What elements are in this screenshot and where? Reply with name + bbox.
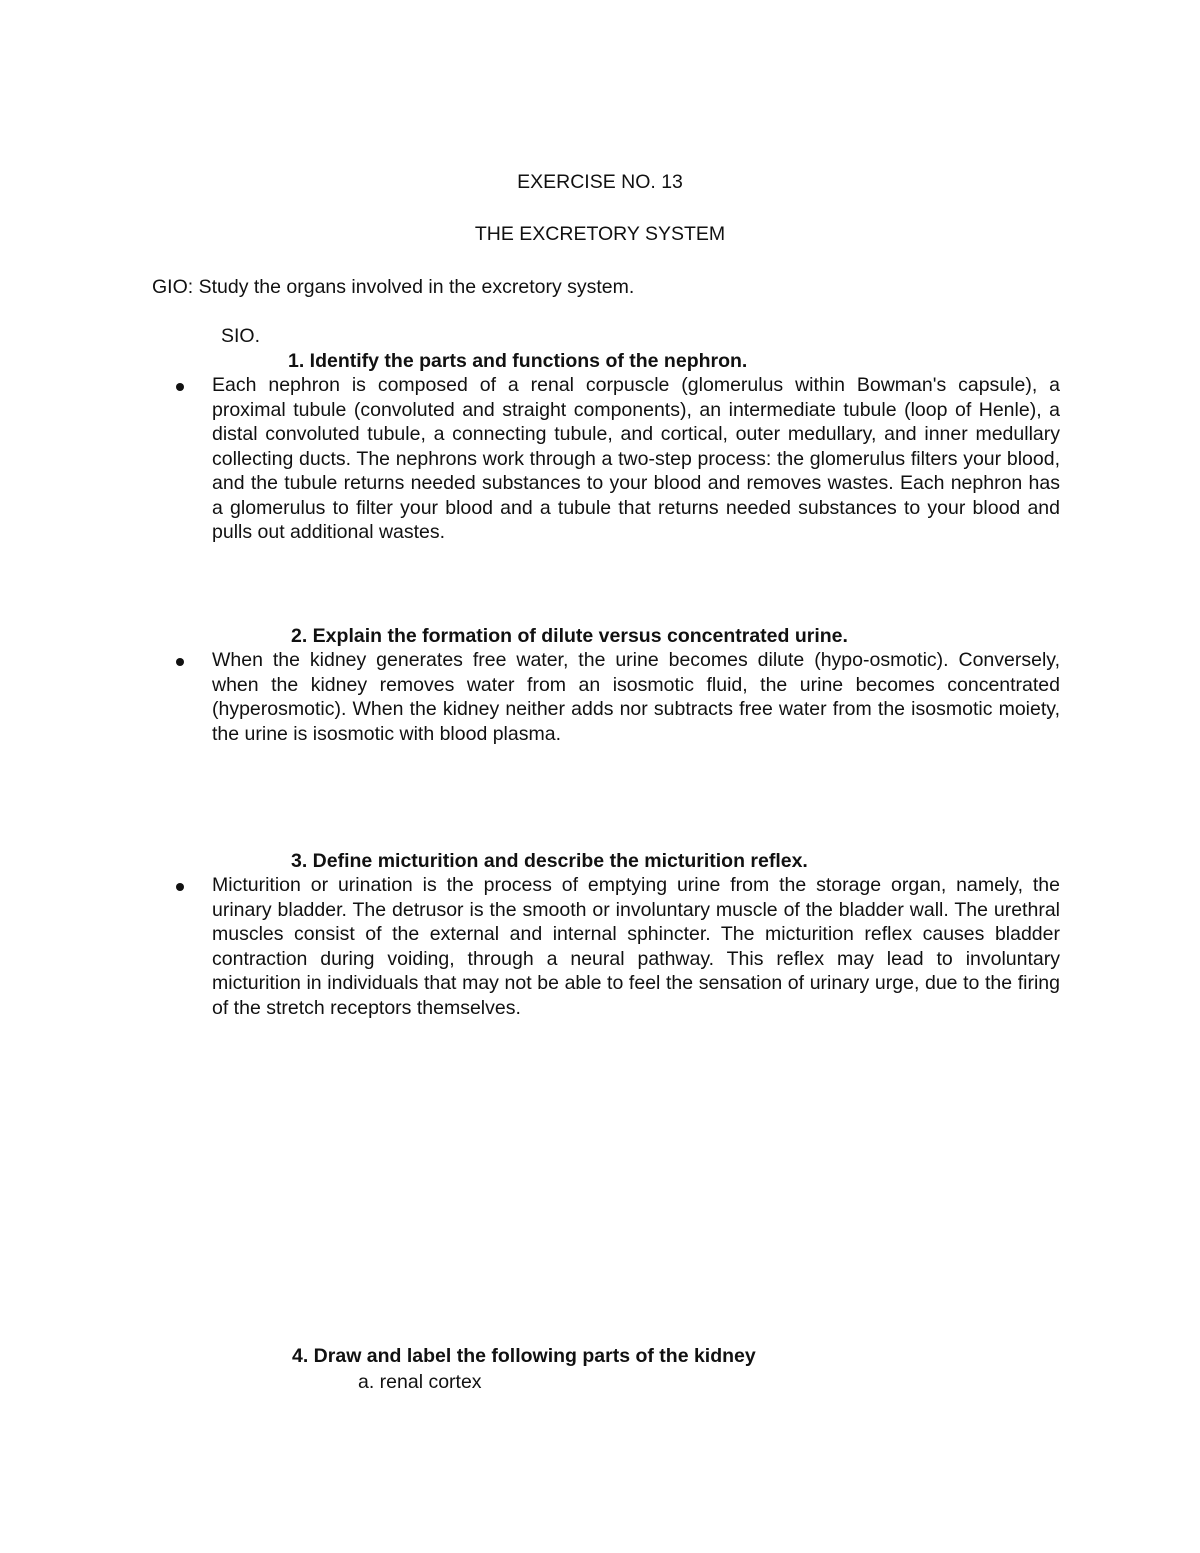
section-2-body: When the kidney generates free water, the urine becomes dilute (hypo-osmotic). Conversely, when the kidney removes water from an isosmotic fluid, the urine becomes concentrated (hyperosmotic). When the kidney neither adds nor subtracts free water from the isosmotic moiety, the urine is isosmotic with blood plasma. (212, 649, 1060, 745)
bullet-icon (176, 658, 184, 666)
bullet-icon (176, 883, 184, 891)
section-1-body: Each nephron is composed of a renal corpuscle (glomerulus within Bowman's capsule), a proximal tubule (convoluted and straight components), an intermediate tubule (loop of Henle), a distal convoluted tubule, a connecting tubule, and cortical, outer medullary, and inner medullary collecting ducts. The nephrons work through a two-step process: the glomerulus filters your blood, and the tubule returns needed substances to your blood and removes wastes. Each nephron has a glomerulus to filter your blood and a tubule that returns needed substances to your blood and pulls out additional wastes. (212, 374, 1060, 543)
page-title: THE EXCRETORY SYSTEM (474, 223, 726, 245)
exercise-number: EXERCISE NO. 13 (517, 171, 683, 193)
gio-statement: GIO: Study the organs involved in the excretory system. (152, 276, 635, 298)
section-3-heading: 3. Define micturition and describe the micturition reflex. (291, 850, 808, 872)
section-2-heading: 2. Explain the formation of dilute versus concentrated urine. (291, 625, 848, 647)
section-3-body: Micturition or urination is the process of emptying urine from the storage organ, namely, the urinary bladder. The detrusor is the smooth or involuntary muscle of the bladder wall. The urethral muscles consist of the external and internal sphincter. The micturition reflex causes bladder contraction during voiding, through a neural pathway. This reflex may lead to involuntary micturition in individuals that may not be able to feel the sensation of urinary urge, due to the firing of the stretch receptors themselves. (212, 874, 1060, 1019)
sio-label: SIO. (221, 325, 261, 347)
section-4-heading: 4. Draw and label the following parts of the kidney (292, 1345, 756, 1367)
section-4-subitem: a. renal cortex (358, 1371, 482, 1393)
section-1-heading: 1. Identify the parts and functions of the nephron. (288, 350, 748, 372)
bullet-icon (176, 383, 184, 391)
